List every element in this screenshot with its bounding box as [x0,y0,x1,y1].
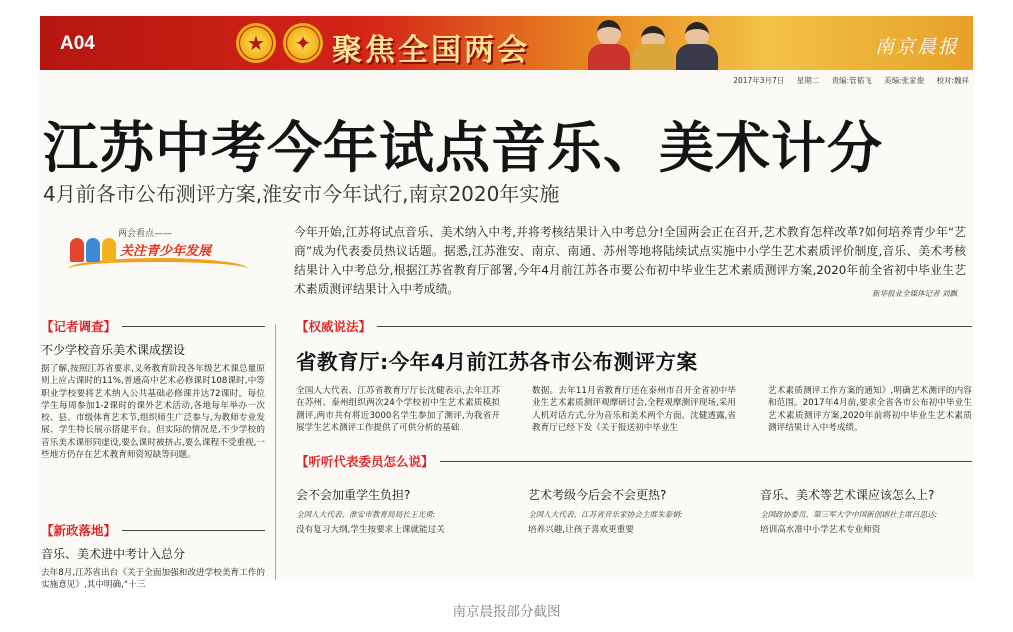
section-title: 【听听代表委员怎么说】 [296,452,972,470]
page-code: A04 [60,33,95,54]
banner-people-image [578,16,728,70]
section-subtitle: 音乐、美术进中考计入总分 [41,547,186,561]
headline: 江苏中考今年试点音乐、美术计分 [43,116,884,180]
section-title: 【记者调查】 [41,317,265,335]
issue-date: 2017年3月7日 [733,76,785,85]
qa-item [296,486,508,535]
left-column [41,317,265,591]
qa-speaker: 全国政协委员、第三军大学中国新创剧社主席吕思达: [760,510,938,520]
qa-answer: 培养兴趣,让孩子喜欢更重要 [528,525,634,536]
qa-item [528,486,740,535]
body-columns [296,385,972,434]
qa-answer: 没有复习大纲,学生按要求上课就能过关 [296,525,445,536]
issue-meta [38,75,969,86]
body-text: 数据。去年11月省教育厅还在泰州市召开全省初中毕业生艺术素质测评观摩研讨会,全程观摩测评现场,采用人机对话方式,分为音乐和美术两个方面。沈健透露,省教育厅已经下发《关于报送初中毕业生 [532,386,736,433]
byline: 新华报业全媒体记者 刘飘 [872,289,957,298]
designer: 美编:张家俊 [884,76,925,85]
qa-question: 音乐、美术等艺术课应该怎么上? [760,488,935,503]
qa-row [296,486,972,535]
qa-question: 会不会加重学生负担? [296,488,411,503]
issue-weekday: 星期二 [796,76,820,85]
right-column [296,317,972,535]
body-text: 艺术素质测评工作方案的通知》,明确艺术测评的内容和范围。2017年4月前,要求全省各市公布初中毕业生艺术素质测评方案,2020年前将初中毕业生艺术素质测评结果计入中考成绩。 [768,386,972,433]
section-subtitle: 省教育厅:今年4月前江苏各市公布测评方案 [296,350,698,374]
newspaper-page [38,12,975,591]
qa-item [760,486,972,535]
cppcc-emblem-icon: ✦ [283,23,323,63]
column-divider [275,324,276,580]
newspaper-brand: 南京晨报 [874,36,959,58]
column-logo-small: 两会看点—— [118,229,173,239]
qa-speaker: 全国人大代表、淮安市教育局局长王光勇: [296,510,436,520]
body-text: 全国人大代表、江苏省教育厅厅长沈健表示,去年江苏在苏州、泰州组织两次24个学校初中生艺术素质模拟测评,两市共有将近3000名学生参加了测评,为我省开展学生艺术测评工作提供了可供分析的基础 [296,386,500,433]
editor: 责编:管韬飞 [831,76,872,85]
section-title: 【权威说法】 [296,317,972,335]
qa-question: 艺术考级今后会不会更热? [528,488,667,503]
column-logo-tag: 关注青少年发展 [120,244,212,259]
qa-speaker: 全国人大代表、江苏省音乐家协会主席朱泰娟: [528,510,683,520]
banner-title: 聚焦全国两会 [332,33,530,68]
national-emblem-icon: ★ [236,23,276,63]
qa-answer: 培训高水准中小学艺术专业师资 [760,525,881,536]
body-text: 去年8月,江苏省出台《关于全面加强和改进学校美育工作的实施意见》,其中明确,“十三 [41,568,265,591]
body-text: 据了解,按照江苏省要求,义务教育阶段各年级艺术课总量原则上应占课时的11%,普通高中艺术必修课时108课时,中等职业学校要将艺术纳入公共基础必修课并达72课时。每位学生每周参加1-2课时的课外艺术活动,各地每年举办一次校、县、市级体育艺术节,组织师生广泛参与,为教师专业发展、学生特长展示搭建平台。但实际的情况是,不少学校的音乐美术课形同虚设,要么课时被挤占,要么课程不受重视,一些地方仍存在艺术教育师资短缺等问题。 [41,364,265,461]
page-banner [40,16,973,70]
section-subtitle: 不少学校音乐美术课成摆设 [41,343,186,357]
column-logo [50,224,250,288]
image-caption: 南京晨报部分截图 [452,604,561,620]
subheadline: 4月前各市公布测评方案,淮安市今年试行,南京2020年实施 [43,182,560,206]
proofreader: 校对:魏祥 [936,76,969,85]
section-title: 【新政落地】 [41,521,265,539]
lead-paragraph: 今年开始,江苏将试点音乐、美术纳入中考,并将考核结果计入中考总分!全国两会正在召开,艺术教育怎样改革?如何培养青少年“艺商”成为代表委员热议话题。据悉,江苏淮安、南京、南通、苏州等地将陆续试点实施中小学生艺术素质评价制度,音乐、美术考核结果计入中考总分,根据江苏省教育厅部署,今年4月前江苏各市要公布初中毕业生艺术素质测评方案,2020年前全省初中毕业生艺术素质测评结果计入中考成绩。 [294,225,966,296]
